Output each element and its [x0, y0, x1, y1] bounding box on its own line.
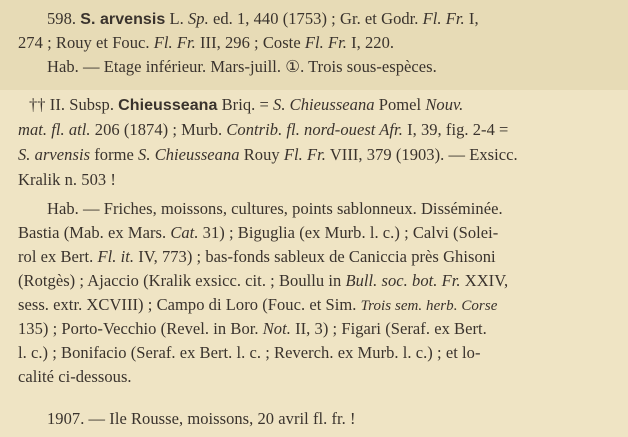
- ref-italic: S. arvensis: [18, 145, 91, 164]
- ref-italic: Nouv.: [425, 95, 464, 114]
- habitat-line-3: [18, 246, 496, 267]
- ref-text: I,: [464, 9, 479, 28]
- ref-text: Pomel: [374, 95, 426, 114]
- ref-text: L.: [169, 9, 188, 28]
- subspecies-rank: II. Subsp.: [45, 95, 119, 114]
- habitat-italic: Not.: [262, 319, 291, 338]
- habitat-line-5: [18, 294, 497, 317]
- habitat-text: Bastia (Mab. ex Mars.: [18, 223, 171, 242]
- ref-text: 274 ; Rouy et Fouc.: [18, 33, 154, 52]
- habitat-line-1: Hab. — Friches, moissons, cultures, points sablonneux. Disséminée.: [47, 199, 503, 218]
- species-ref-line-2: [18, 32, 394, 53]
- ref-italic: S. Chieusseana: [273, 95, 375, 114]
- habitat-text: 31) ; Biguglia (ex Murb. l. c.) ; Calvi (Solei-: [198, 223, 499, 242]
- ref-italic: Fl. Fr.: [153, 33, 196, 52]
- habitat-italic: Bull. soc. bot. Fr.: [345, 271, 461, 290]
- dagger-symbol: ††: [29, 95, 46, 114]
- habitat-text: IV, 773) ; bas-fonds sableux de Caniccia près Ghisoni: [134, 247, 496, 266]
- collection-record: 1907. — Ile Rousse, moissons, 20 avril fl. fr. !: [47, 409, 356, 428]
- ref-italic: Fl. Fr.: [422, 9, 465, 28]
- habitat-italic: Fl. it.: [97, 247, 135, 266]
- habitat-line-4: [18, 270, 508, 291]
- ref-text: III, 296 ; Coste: [195, 33, 305, 52]
- habitat-text: sess. extr. XCVIII) ; Campo di Loro (Fouc. et Sim.: [18, 295, 361, 314]
- ref-text: VIII, 379 (1903). — Exsicc.: [325, 145, 518, 164]
- subspecies-name: Chieusseana: [118, 97, 218, 114]
- ref-italic: Fl. Fr.: [304, 33, 347, 52]
- ref-italic: Contrib. fl. nord-ouest Afr.: [226, 120, 403, 139]
- ref-italic: Sp.: [188, 9, 209, 28]
- species-number: 598.: [47, 9, 77, 28]
- subspecies-exsiccata: Kralik n. 503 !: [18, 170, 116, 189]
- ref-italic: Fl. Fr.: [283, 145, 326, 164]
- habitat-line-2: [18, 222, 498, 243]
- ref-text: ed. 1, 440 (1753) ; Gr. et Godr.: [208, 9, 423, 28]
- habitat-italic: Cat.: [170, 223, 199, 242]
- ref-text: I, 220.: [346, 33, 395, 52]
- habitat-text: (Rotgès) ; Ajaccio (Kralik exsicc. cit. ; Boullu in: [18, 271, 346, 290]
- habitat-text: XXIV,: [460, 271, 509, 290]
- subspecies-ref-line-3: [18, 144, 518, 165]
- species-habitat: Hab. — Etage inférieur. Mars-juill. ①. Trois sous-espèces.: [47, 57, 437, 76]
- habitat-line-8: calité ci-dessous.: [18, 367, 132, 386]
- habitat-italic: Trois sem. herb. Corse: [360, 298, 498, 314]
- subspecies-ref-line-2: [18, 119, 508, 140]
- habitat-line-7: l. c.) ; Bonifacio (Seraf. ex Bert. l. c. ; Reverch. ex Murb. l. c.) ; et lo-: [18, 343, 481, 362]
- ref-text: 206 (1874) ; Murb.: [90, 120, 227, 139]
- habitat-text: 135) ; Porto-Vecchio (Revel. in Bor.: [18, 319, 263, 338]
- habitat-text: rol ex Bert.: [18, 247, 98, 266]
- species-name: S. arvensis: [80, 11, 166, 28]
- subspecies-heading-line: [29, 94, 463, 116]
- ref-text: Briq. =: [217, 95, 274, 114]
- ref-text: forme: [90, 145, 139, 164]
- species-heading-line: [47, 8, 589, 30]
- ref-text: Rouy: [239, 145, 284, 164]
- habitat-text: II, 3) ; Figari (Seraf. ex Bert.: [290, 319, 487, 338]
- ref-italic: S. Chieusseana: [138, 145, 240, 164]
- habitat-line-6: [18, 318, 487, 339]
- ref-text: I, 39, fig. 2-4 =: [402, 120, 509, 139]
- ref-italic: mat. fl. atl.: [18, 120, 91, 139]
